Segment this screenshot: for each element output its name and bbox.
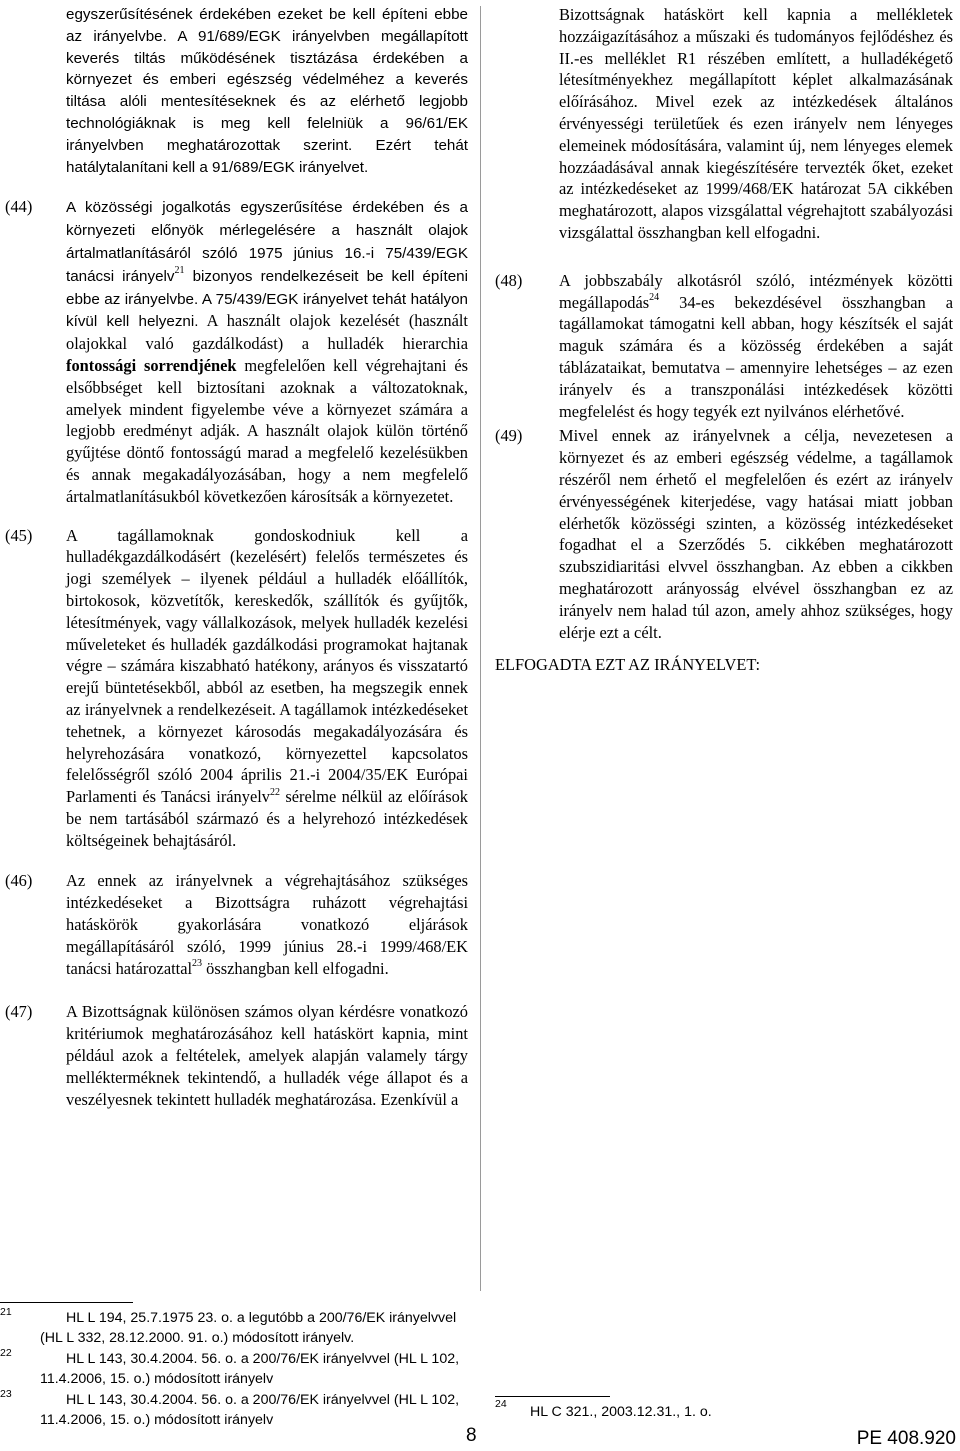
footnote-ref-23: 23 xyxy=(192,958,203,970)
right-column xyxy=(495,4,957,675)
paragraph-45-text-b: sérelme nélkül az előírások be nem tartásából származó és a helyrehozó intézkedések költségeinek behajtásáról. xyxy=(66,787,468,850)
paragraph-49-text-a: Mivel ennek az irányelvnek a célja, nevezetesen a környezet és az emberi egészség védelme, a tagállamok részéről nem érhető el megfelelően és ezért az irányelv érvényességének kiterjedése, vagy hatásai miatt jobban elérhetők közösségi szinten, a közösség intézkedéseket fogadhat el a Szerződés 5. cikkében meghatározott szubszidiaritási elvvel összhangban. Az ebben a cikkben meghatározott arányosság elvével összhangban ez az irányelv nem halad túl azon, amely ahhoz szükséges, hogy elérje ezt a célt. xyxy=(559,426,953,642)
footnote-number: 21 xyxy=(0,1306,12,1318)
paragraph-number: (49) xyxy=(495,426,523,446)
footnote-ref-21: 21 xyxy=(174,265,185,277)
footnote-23 xyxy=(0,1390,470,1430)
paragraph-44 xyxy=(0,196,480,507)
paragraph-48-text-b: 34-es bekezdésével összhangban a tagállamokat támogatni kell abban, hogy készítsék el saját maguk számára és a közösség érdekében a saját táblázataikat, bemutatva – amennyire lehetséges – az ezen irányelv és a transzponálási intézkedések közötti megfelelést és hogy tegyék ezt nyilvános elérhetővé. xyxy=(559,292,953,421)
paragraph-46-text-a: Az ennek az irányelvnek a végrehajtásához szükséges intézkedéseket a Bizottságra ruházott végrehajtási hatáskörök gyakorlására vonatkozó eljárások megállapításáról szóló, 1999 június 28.-i 1999/468/EK tanácsi határozattal xyxy=(66,871,468,978)
footnote-text: HL L 143, 30.4.2004. 56. o. a 200/76/EK irányelvvel (HL L 102, 11.4.2006, 15. o.) módosított irányelv xyxy=(40,1351,460,1387)
paragraph-number: (45) xyxy=(5,525,33,545)
footnote-separator-left xyxy=(0,1302,133,1303)
paragraph-number: (47) xyxy=(5,1002,33,1022)
paragraph-number: (44) xyxy=(5,197,33,217)
footnote-text: HL C 321., 2003.12.31., 1. o. xyxy=(530,1404,712,1420)
paragraph-44-text-d: megfelelően kell végrehajtani és elsőbbséget kell biztosítani azoknak a változatoknak, amelyek mindent figyelembe véve a környezet számára a legjobb eredményt adják. A használt olajok külön történő gyűjtése döntő fontosságú marad a megfelelő kezelésükben és annak megakadályozásában, hogy a nem megfelelő ártalmatlanításukból következően károsítsák a környezetet. xyxy=(66,355,469,506)
footnote-separator-right xyxy=(495,1396,610,1397)
footnote-ref-24: 24 xyxy=(649,292,660,304)
adoption-statement: ELFOGADTA EZT AZ IRÁNYELVET: xyxy=(495,655,761,675)
paragraph-44-text-c: A használt olajok kezelését (használt olajokkal való gazdálkodást) a hulladék hierarchia xyxy=(66,311,468,354)
footnote-number: 23 xyxy=(0,1388,12,1400)
paragraph-47-cont-text: Bizottságnak hatáskört kell kapnia a mellékletek hozzáigazításához a műszaki és tudományos fejlődéshez és II.-es melléklet R1 részében említett, a hulladékégető létesítményekhez megállapított képlet alkalmazásának előírásához. Mivel ezek az intézkedések általános érvényességi területűek és ezen irányelv nem lényeges elemeinek módosítására, valamint új, nem lényeges elemek hozzáadásával annak kiegészítésére tervezték őket, ezeket az intézkedéseket az 1999/468/EK határozat 5A cikkében meghatározott, alapos vizsgálattal végrehajtott szabályozási vizsgálattal összhangban kell elfogadni. xyxy=(559,5,953,242)
footnote-text: HL L 194, 25.7.1975 23. o. a legutóbb a 200/76/EK irányelvvel (HL L 332, 28.12.2000. 91. o.) módosított irányelv. xyxy=(40,1310,457,1346)
paragraph-46-text-b: összhangban kell elfogadni. xyxy=(202,958,389,978)
paragraph-45-text-a: A tagállamoknak gondoskodniuk kell a hulladékgazdálkodásért (kezelésért) felelős természetes és jogi személyek – ilyenek például a hulladék előállítók, birtokosok, közvetítők, kereskedők, szállítók és gyűjtők, létesítmények, vagy vállalkozások, melyek hulladék kezelési műveleteket és hulladék gazdálkodási programokat hajtanak végre – számára kiszabható hatékony, arányos és visszatartó erejű büntetésekből, abból az esetben, ha megszegik ennek az irányelvnek a rendelkezéseit. A tagállamok intézkedéseket tehetnek, a környezet károsodás megakadályozására és helyrehozására vonatkozó, környezettel kapcsolatos felelősségről szóló 2004 április 21.-i 2004/35/EK Európai Parlamenti és Tanácsi irányelv xyxy=(66,525,468,807)
paragraph-47-continued xyxy=(495,4,957,244)
paragraph-48 xyxy=(495,270,957,423)
column-divider xyxy=(480,6,481,1291)
paragraph-48-text-a: A jobbszabály alkotásról szóló, intézmények közötti megállapodás xyxy=(559,270,953,312)
intro-paragraph xyxy=(0,4,480,178)
paragraph-45 xyxy=(0,525,480,852)
footnote-22 xyxy=(0,1349,470,1389)
intro-line-2: A 91/689/EGK irányelvben megállapított keverés tiltás működésének tisztázása érdekében a környezet és emberi egészség védelméhez a keverés tiltása alóli mentesítéseknek és az elérhető legjobb technológiáknak is meg kell felelniük a 96/61/EK irányelvben meghatározottak szerint. Ezért tehát hatálytalanítani kell a 91/689/EGK irányelvet. xyxy=(66,27,468,176)
document-code: PE 408.920 xyxy=(856,1428,956,1449)
footnote-21 xyxy=(0,1308,470,1348)
paragraph-47 xyxy=(0,1001,480,1110)
footnote-number: 22 xyxy=(0,1347,12,1359)
footnote-text: HL L 143, 30.4.2004. 56. o. a 200/76/EK irányelvvel (HL L 102, 11.4.2006, 15. o.) módosított irányelv xyxy=(40,1392,460,1428)
paragraph-number: (48) xyxy=(495,270,523,290)
page-number: 8 xyxy=(466,1425,477,1446)
paragraph-44-text-b: bizonyos rendelkezéseit be kell építeni ebbe az irányelvbe. A 75/439/EGK irányelvet tehát hatályon kívül kell helyezni. xyxy=(66,267,468,331)
paragraph-44-bold: fontossági sorrendjének xyxy=(66,355,237,375)
paragraph-number: (46) xyxy=(5,871,33,891)
paragraph-49 xyxy=(495,425,957,643)
footnote-ref-22: 22 xyxy=(269,786,280,798)
left-column xyxy=(0,4,480,1129)
footnotes-left xyxy=(0,1308,470,1431)
footnote-number: 24 xyxy=(495,1398,507,1410)
paragraph-46 xyxy=(0,870,480,979)
footnote-24 xyxy=(495,1398,955,1420)
paragraph-47-text-a: A Bizottságnak különösen számos olyan kérdésre vonatkozó kritériumok meghatározásához kell hatáskört kapnia, mint például azok a feltételek, amelyek alapján valamely tárgy mellékterméknek tekintendő, a hulladék vége állapot és a veszélyesnek tekintett hulladék meghatározása. Ezenkívül a xyxy=(66,1002,468,1109)
intro-line-1: egyszerűsítésének érdekében ezeket be kell építeni ebbe az irányelvbe. xyxy=(66,6,468,45)
paragraph-44-text-a: A közösségi jogalkotás egyszerűsítése érdekében és a környezeti előnyök mérlegelésére a használt olajok ártalmatlanításáról szóló 1975 június 16.-i 75/439/EGK tanácsi irányelv xyxy=(66,199,468,285)
